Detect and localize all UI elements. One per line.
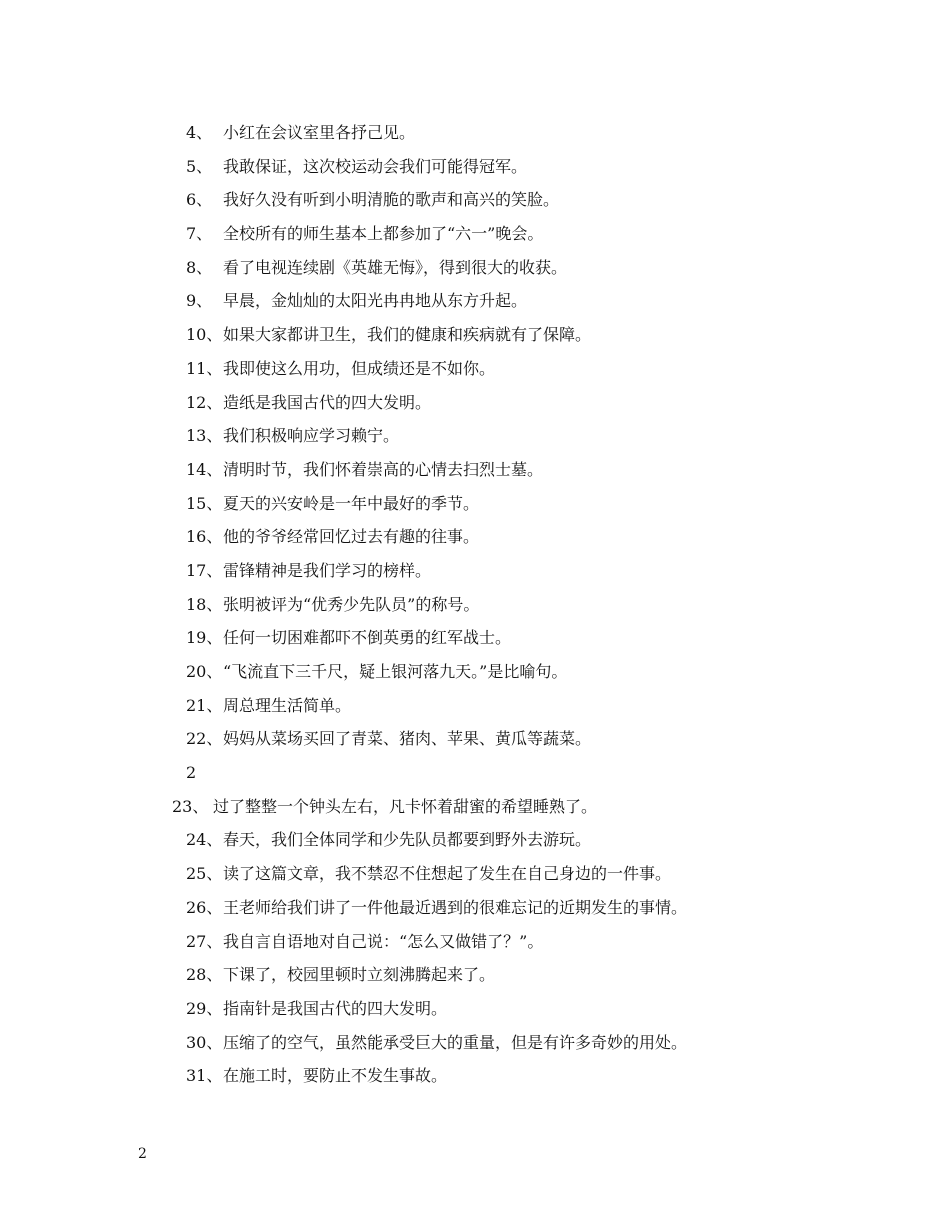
sentence-list (0, 116, 950, 1093)
item-text: 造纸是我国古代的四大发明。 (223, 392, 432, 412)
item-text: 清明时节，我们怀着崇高的心情去扫烈士墓。 (223, 459, 544, 479)
item-text: 任何一切困难都吓不倒英勇的红军战士。 (223, 628, 512, 648)
list-item (0, 588, 950, 622)
item-text: 我们积极响应学习赖宁。 (223, 426, 400, 446)
item-number: 25、 (186, 864, 223, 884)
item-text: 夏天的兴安岭是一年中最好的季节。 (223, 493, 480, 513)
list-item (0, 722, 950, 756)
item-number: 31、 (186, 1066, 223, 1086)
item-text: 我即使这么用功，但成绩还是不如你。 (223, 358, 496, 378)
item-number: 18、 (186, 594, 223, 614)
item-number: 21、 (186, 695, 223, 715)
item-text: 我敢保证，这次校运动会我们可能得冠军。 (223, 156, 528, 176)
item-number: 9、 (186, 291, 213, 311)
list-item (0, 1026, 950, 1060)
item-text: 早晨，金灿灿的太阳光冉冉地从东方升起。 (223, 291, 528, 311)
item-number: 15、 (186, 493, 223, 513)
item-text: 我好久没有听到小明清脆的歌声和高兴的笑脸。 (223, 190, 560, 210)
item-text: 读了这篇文章，我不禁忍不住想起了发生在自己身边的一件事。 (223, 864, 672, 884)
list-item (0, 857, 950, 891)
item-text: 压缩了的空气，虽然能承受巨大的重量，但是有许多奇妙的用处。 (223, 1032, 688, 1052)
list-item (0, 891, 950, 925)
item-text: 他的爷爷经常回忆过去有趣的往事。 (223, 527, 480, 547)
item-text: 春天，我们全体同学和少先队员都要到野外去游玩。 (223, 830, 592, 850)
item-text: 全校所有的师生基本上都参加了“六一”晚会。 (223, 224, 544, 244)
item-number: 27、 (186, 931, 223, 951)
item-number: 28、 (186, 965, 223, 985)
list-item (0, 352, 950, 386)
item-number: 20、 (186, 662, 223, 681)
item-number: 14、 (186, 459, 223, 479)
list-item (0, 251, 950, 285)
item-number: 7、 (186, 224, 213, 244)
item-number: 13、 (186, 426, 223, 446)
list-item (0, 655, 950, 689)
item-number: 19、 (186, 628, 223, 648)
item-number: 22、 (186, 729, 223, 749)
item-number: 23、 (172, 796, 209, 816)
list-item (0, 284, 950, 318)
item-number: 16、 (186, 527, 223, 547)
list-item (0, 790, 950, 824)
list-item (0, 318, 950, 352)
list-item (0, 823, 950, 857)
item-text: 看了电视连续剧《英雄无悔》，得到很大的收获。 (223, 257, 568, 277)
item-number: 10、 (186, 325, 223, 345)
list-item (0, 621, 950, 655)
item-number: 8、 (186, 257, 213, 277)
item-number: 11、 (186, 358, 223, 378)
item-text: 我自言自语地对自己说：“怎么又做错了？”。 (223, 931, 544, 951)
list-item (0, 520, 950, 554)
item-number: 30、 (186, 1032, 223, 1052)
item-number: 17、 (186, 560, 223, 580)
list-item (0, 487, 950, 521)
item-text: 下课了，校园里顿时立刻沸腾起来了。 (223, 965, 496, 985)
list-item (0, 554, 950, 588)
item-text: 雷锋精神是我们学习的榜样。 (223, 560, 432, 580)
item-text: 妈妈从菜场买回了青菜、猪肉、苹果、黄瓜等蔬菜。 (223, 729, 592, 749)
item-text: 如果大家都讲卫生，我们的健康和疾病就有了保障。 (223, 325, 592, 345)
item-text: 指南针是我国古代的四大发明。 (223, 998, 448, 1018)
item-text: 张明被评为“优秀少先队员”的称号。 (223, 594, 480, 614)
list-item (0, 419, 950, 453)
item-text: 王老师给我们讲了一件他最近遇到的很难忘记的近期发生的事情。 (223, 897, 688, 917)
footer-page-number: 2 (138, 1146, 147, 1162)
item-number: 5、 (186, 156, 213, 176)
list-item (0, 992, 950, 1026)
list-item (0, 958, 950, 992)
list-item (0, 689, 950, 723)
list-item (0, 453, 950, 487)
item-text: 过了整整一个钟头左右，凡卡怀着甜蜜的希望睡熟了。 (213, 796, 598, 816)
list-item (0, 386, 950, 420)
item-number: 12、 (186, 392, 223, 412)
inline-page-mark-line (0, 756, 950, 790)
inline-page-mark: 2 (186, 763, 197, 783)
item-number: 24、 (186, 830, 223, 850)
list-item (0, 116, 950, 150)
item-number: 4、 (186, 123, 213, 142)
item-text: 小红在会议室里各抒己见。 (223, 123, 416, 142)
list-item (0, 1059, 950, 1093)
item-number: 6、 (186, 190, 213, 210)
list-item (0, 150, 950, 184)
list-item (0, 925, 950, 959)
list-item (0, 217, 950, 251)
item-text: 在施工时，要防止不发生事故。 (223, 1066, 448, 1086)
item-text: “飞流直下三千尺，疑上银河落九天。”是比喻句。 (223, 662, 568, 681)
item-number: 26、 (186, 897, 223, 917)
item-number: 29、 (186, 998, 223, 1018)
list-item (0, 183, 950, 217)
item-text: 周总理生活简单。 (223, 695, 352, 715)
